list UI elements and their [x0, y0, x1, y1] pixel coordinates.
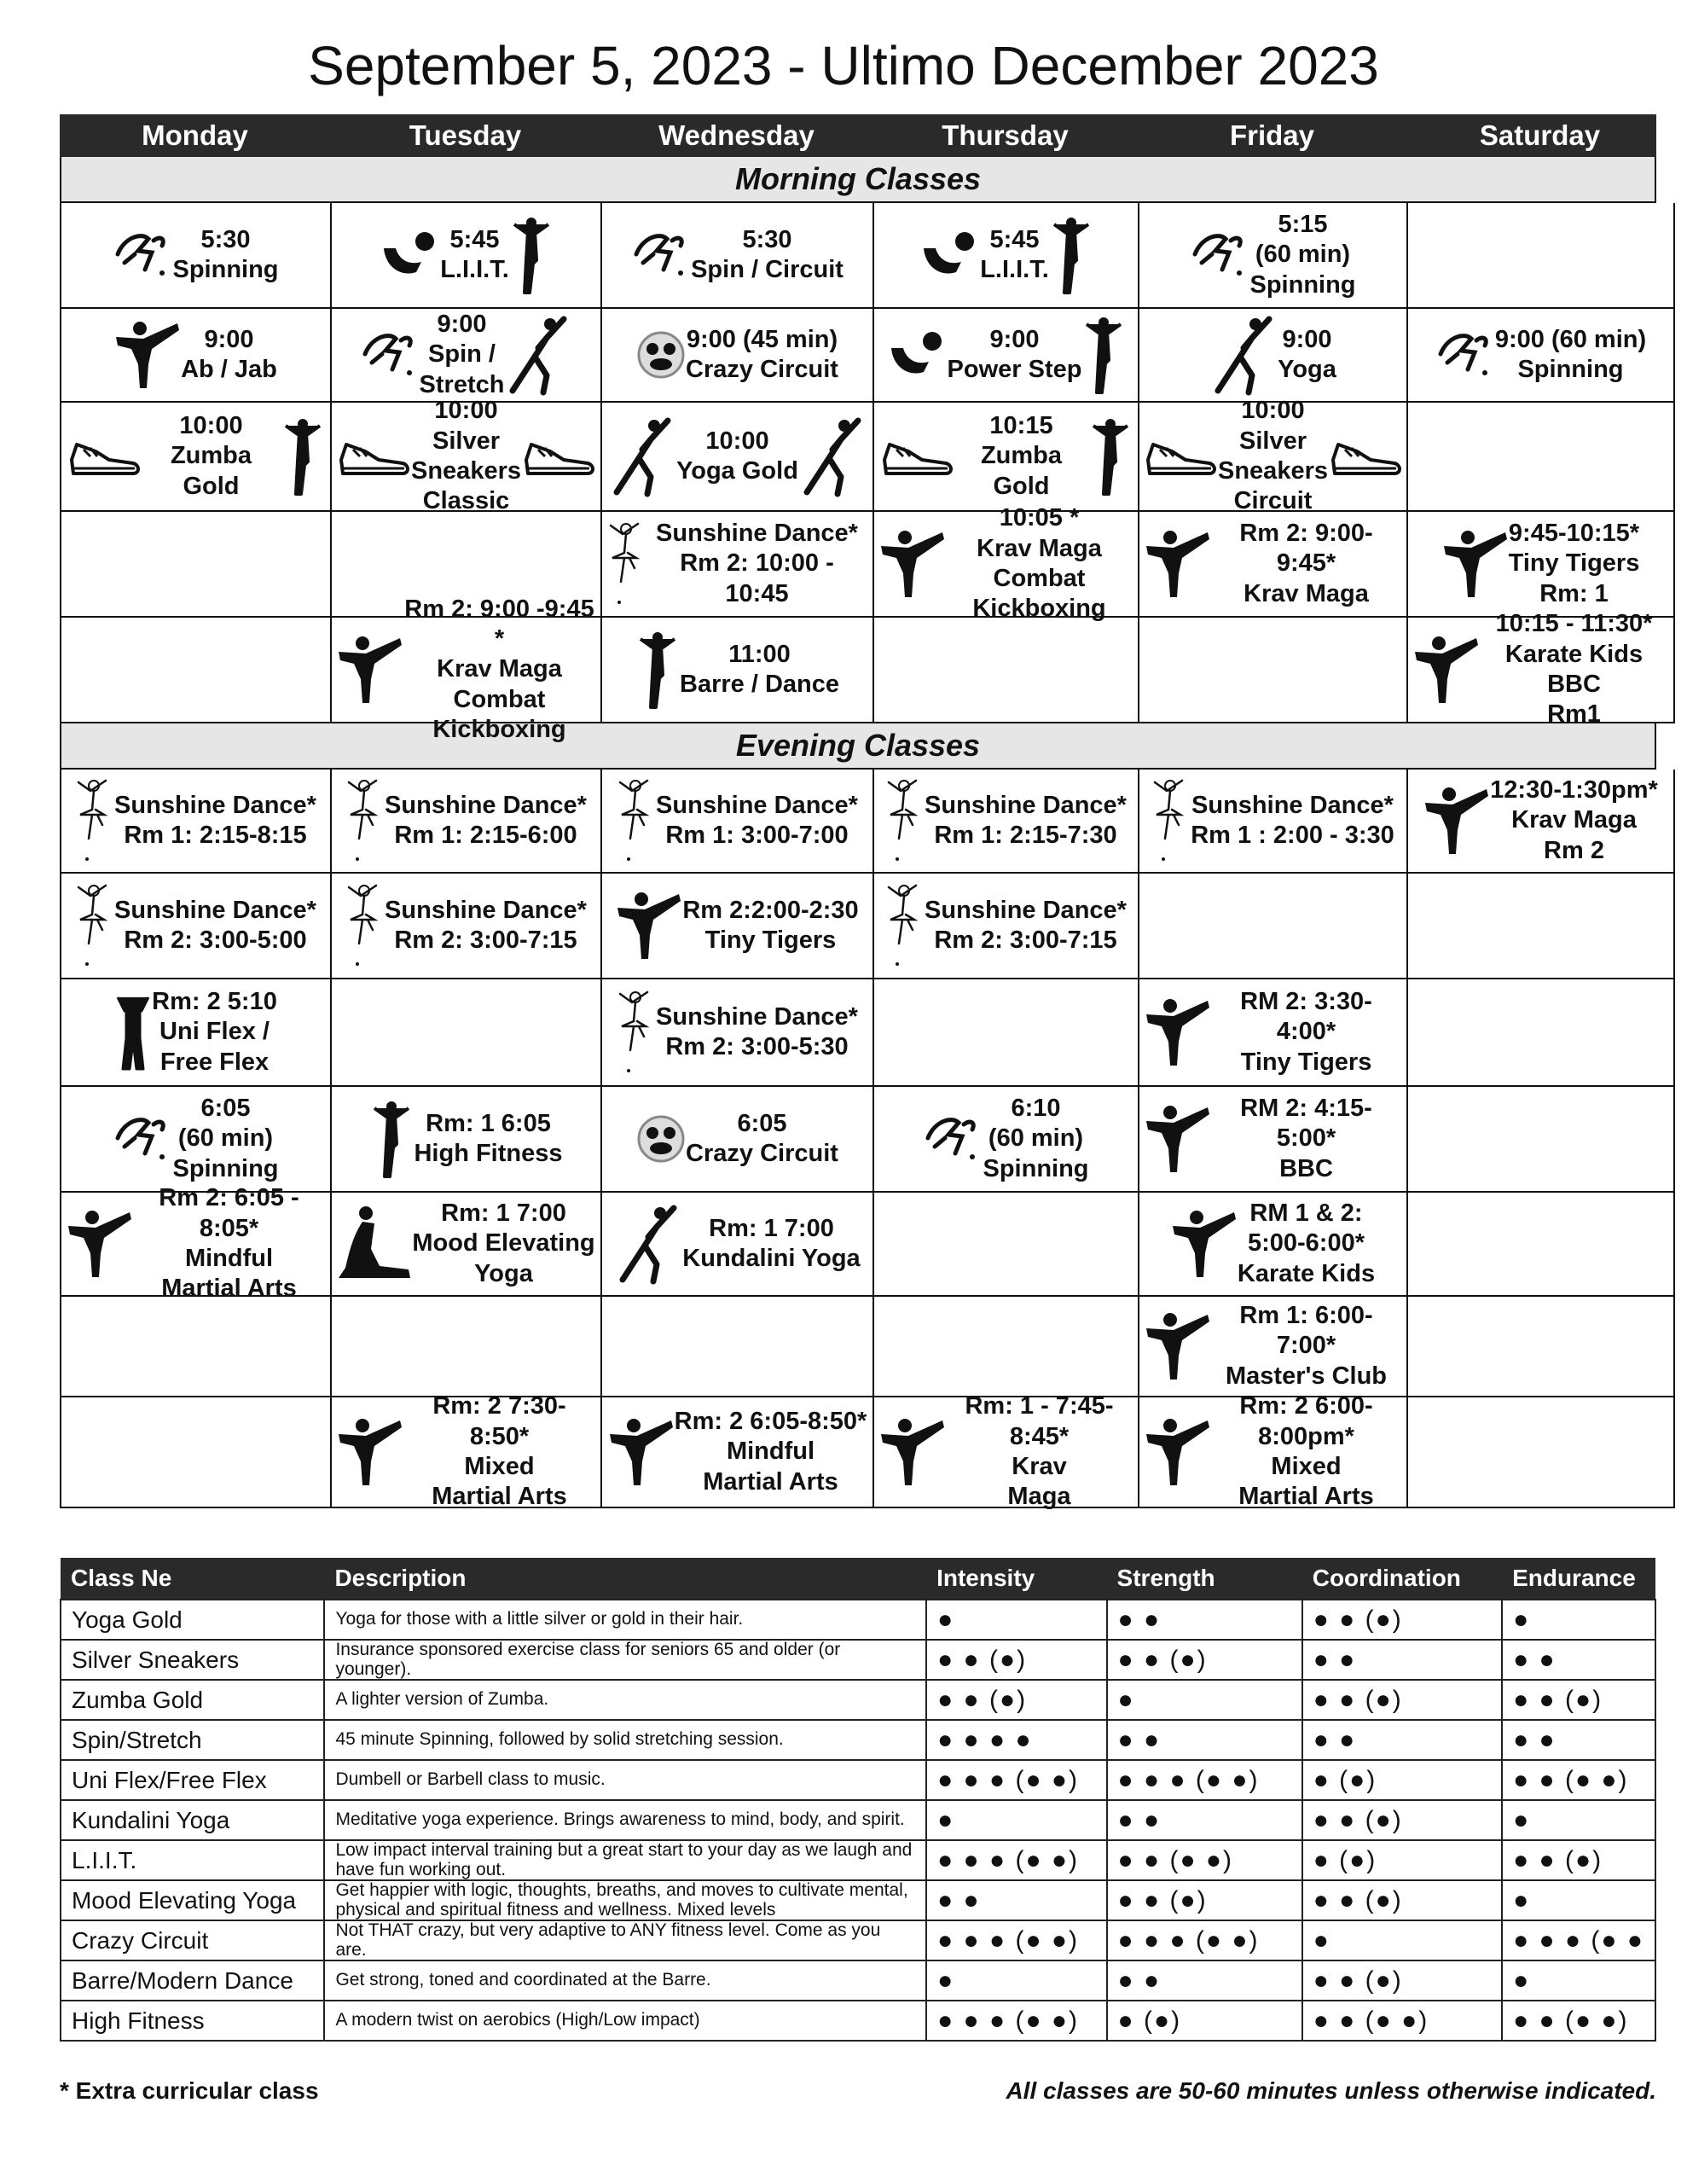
legend-class-name: Mood Elevating Yoga [61, 1880, 324, 1920]
legend-row [61, 1920, 1655, 1960]
legend-class-name: Yoga Gold [61, 1600, 324, 1640]
class-label: Sunshine Dance* Rm 2: 3:00-5:30 [656, 1002, 858, 1060]
class-label: Rm: 1 - 7:45-8:45* Krav Maga [965, 1392, 1114, 1511]
karate-kick-icon [1442, 529, 1509, 599]
intensity-rating: ● [926, 1600, 1106, 1640]
class-label: 9:00 (60 min) Spinning [1494, 325, 1647, 383]
coordination-rating: ● ● (●) [1302, 1600, 1502, 1640]
class-label: RM 1 & 2: 5:00-6:00* Karate Kids [1237, 1199, 1376, 1287]
strength-rating: ● ● ● (● ●) [1107, 1920, 1302, 1960]
legend-class-name: Kundalini Yoga [61, 1800, 324, 1840]
class-label: 10:00 Yoga Gold [676, 427, 798, 485]
legend-description: Insurance sponsored exercise class for seniors 65 and older (or younger). [324, 1640, 926, 1680]
legend-description: Not THAT crazy, but very adaptive to ANY fitness level. Come as you are. [324, 1920, 926, 1960]
intensity-rating: ● [926, 1960, 1106, 2001]
evening-class-cell [332, 1193, 602, 1297]
coordination-rating: ● ● (●) [1302, 1960, 1502, 2001]
legend-class-name: Crazy Circuit [61, 1920, 324, 1960]
karate-kick-icon [616, 891, 682, 961]
morning-class-cell [61, 403, 332, 512]
karate-kick-icon [608, 1417, 675, 1487]
karate-kick-icon [67, 1209, 133, 1279]
coordination-rating: ● ● [1302, 1640, 1502, 1680]
ballerina-icon [885, 879, 925, 973]
legend-header-strength: Strength [1107, 1558, 1302, 1600]
crazy-face-icon [636, 1114, 686, 1164]
class-label: Rm 2: 9:00 -9:45 * Krav Maga Combat Kickboxing [404, 595, 594, 744]
legend-description: Yoga for those with a little silver or gold in their hair. [324, 1600, 926, 1640]
dancer-icon [281, 415, 325, 497]
strength-rating: ● ● [1107, 1720, 1302, 1760]
evening-class-cell [874, 874, 1139, 979]
evening-empty-cell [61, 1297, 332, 1397]
morning-class-cell [602, 403, 874, 512]
class-label: 5:30 Spin / Circuit [691, 225, 844, 283]
class-label: RM 2: 3:30-4:00* Tiny Tigers [1240, 987, 1372, 1076]
endurance-rating: ● ● [1502, 1720, 1655, 1760]
evening-class-cell [332, 1392, 602, 1511]
class-label: Rm: 2 6:05-8:50* Mindful Martial Arts [674, 1407, 867, 1496]
class-label: Sunshine Dance* Rm 1 : 2:00 - 3:30 [1191, 791, 1394, 849]
legend-description: A modern twist on aerobics (High/Low impact) [324, 2001, 926, 2041]
class-label: 9:00 Yoga [1278, 325, 1336, 383]
legend-header-endurance: Endurance [1502, 1558, 1655, 1600]
class-label: 10:05 * Krav Maga Combat Kickboxing [972, 504, 1106, 623]
class-label: 6:05 Crazy Circuit [686, 1109, 838, 1167]
endurance-rating: ● ● (●) [1502, 1680, 1655, 1720]
class-label: Sunshine Dance* Rm 2: 3:00-7:15 [385, 896, 587, 954]
karate-kick-icon [1413, 635, 1480, 705]
legend-description: Dumbell or Barbell class to music. [324, 1760, 926, 1800]
morning-class-cell [602, 309, 874, 403]
karate-kick-icon [1145, 1311, 1211, 1381]
dancer-icon [1088, 415, 1133, 497]
sneaker-icon [336, 434, 411, 479]
yoga-pose-icon [798, 415, 867, 497]
evening-empty-cell [332, 979, 602, 1087]
sneaker-icon [1328, 434, 1403, 479]
day-header-tuesday: Tuesday [409, 119, 522, 151]
evening-class-cell [61, 874, 332, 979]
legend-header-intensity: Intensity [926, 1558, 1106, 1600]
dancer-icon [1049, 214, 1093, 296]
evening-class-cell [1139, 770, 1408, 874]
footnote-extra-curricular: * Extra curricular class [60, 2077, 319, 2104]
yoga-pose-icon [1209, 314, 1278, 396]
morning-empty-cell [1408, 403, 1675, 512]
evening-empty-cell [1408, 1087, 1675, 1193]
class-label: Rm 1: 6:00-7:00* Master's Club [1226, 1301, 1387, 1390]
evening-class-cell [332, 770, 602, 874]
seated-yoga-icon [337, 1203, 412, 1285]
evening-empty-cell [61, 1397, 332, 1508]
ballerina-icon [885, 774, 925, 868]
legend-description: 45 minute Spinning, followed by solid stretching session. [324, 1720, 926, 1760]
strength-rating: ● [1107, 1680, 1302, 1720]
class-label: 10:00 Zumba Gold [170, 411, 252, 500]
morning-class-cell [61, 309, 332, 403]
morning-class-cell [332, 203, 602, 309]
class-label: Rm: 1 7:00 Mood Elevating Yoga [412, 1199, 595, 1287]
karate-kick-icon [337, 635, 403, 705]
evening-empty-cell [874, 979, 1139, 1087]
endurance-rating: ● ● (● ●) [1502, 2001, 1655, 2041]
endurance-rating: ● [1502, 1880, 1655, 1920]
class-label: 6:10 (60 min) Spinning [983, 1094, 1089, 1182]
sneaker-icon [879, 434, 954, 479]
evening-class-cell [602, 874, 874, 979]
strength-rating: ● ● [1107, 1600, 1302, 1640]
evening-empty-cell [874, 1297, 1139, 1397]
weightlifter-icon [919, 229, 980, 281]
legend-row [61, 1600, 1655, 1640]
morning-empty-cell [874, 618, 1139, 723]
ballerina-icon [345, 879, 385, 973]
evening-empty-cell [1408, 874, 1675, 979]
legend-class-name: High Fitness [61, 2001, 324, 2041]
morning-class-cell [602, 618, 874, 723]
coordination-rating: ● [1302, 1920, 1502, 1960]
weightlifter-icon [886, 329, 948, 380]
class-label: Sunshine Dance* Rm 1: 2:15-6:00 [385, 791, 587, 849]
legend-description: Get strong, toned and coordinated at the Barre. [324, 1960, 926, 2001]
legend-row [61, 1800, 1655, 1840]
coordination-rating: ● ● (● ●) [1302, 2001, 1502, 2041]
spinner-icon [631, 229, 691, 282]
morning-empty-cell [1408, 203, 1675, 309]
class-label: 5:45 L.I.I.T. [980, 225, 1049, 283]
ballerina-icon [345, 774, 385, 868]
class-schedule [60, 114, 1658, 1511]
evening-class-cell [61, 1184, 332, 1303]
karate-kick-icon [1145, 1417, 1211, 1487]
legend-class-name: L.I.I.T. [61, 1840, 324, 1880]
class-label: Rm: 2 5:10 Uni Flex / Free Flex [152, 987, 277, 1076]
coordination-rating: ● ● (●) [1302, 1880, 1502, 1920]
morning-class-cell [1408, 512, 1675, 618]
evening-class-cell [602, 770, 874, 874]
endurance-rating: ● ● (● ●) [1502, 1760, 1655, 1800]
legend-row [61, 1840, 1655, 1880]
class-label: 9:00 Ab / Jab [181, 325, 277, 383]
class-label: 10:00 Silver Sneakers Circuit [1218, 397, 1328, 515]
legend-row [61, 1640, 1655, 1680]
intensity-rating: ● ● ● (● ●) [926, 1840, 1106, 1880]
spinner-icon [1435, 328, 1495, 381]
ballerina-icon [617, 774, 656, 868]
evening-empty-cell [1139, 874, 1408, 979]
class-label: Rm 2: 6:05 - 8:05* Mindful Martial Arts [159, 1184, 299, 1303]
evening-empty-cell [602, 1297, 874, 1397]
day-header-saturday: Saturday [1479, 119, 1601, 151]
strength-rating: ● ● [1107, 1800, 1302, 1840]
morning-empty-cell [61, 618, 332, 723]
day-header-friday: Friday [1229, 119, 1315, 151]
intensity-rating: ● ● ● (● ●) [926, 1760, 1106, 1800]
evening-class-cell [1139, 1087, 1408, 1193]
spinner-icon [923, 1112, 983, 1165]
morning-class-cell [874, 403, 1139, 512]
legend-header-class: Class Ne [61, 1558, 324, 1600]
evening-class-cell [602, 979, 874, 1087]
karate-kick-icon [114, 320, 181, 390]
strength-rating: ● ● [1107, 1960, 1302, 2001]
morning-class-cell [1408, 610, 1675, 729]
ballerina-icon [75, 879, 114, 973]
class-label: Rm: 2 7:30-8:50* Mixed Martial Arts [432, 1392, 567, 1511]
dancer-icon [1081, 314, 1126, 396]
endurance-rating: ● [1502, 1800, 1655, 1840]
evening-class-cell [332, 874, 602, 979]
coordination-rating: ● ● (●) [1302, 1800, 1502, 1840]
evening-class-cell [602, 1087, 874, 1193]
legend-class-name: Barre/Modern Dance [61, 1960, 324, 2001]
class-label: 9:00 (45 min) Crazy Circuit [686, 325, 838, 383]
coordination-rating: ● ● (●) [1302, 1680, 1502, 1720]
legend-header-row [61, 1558, 1655, 1600]
morning-class-cell [1139, 397, 1408, 515]
class-label: Rm 2: 9:00-9:45* Krav Maga [1239, 519, 1373, 607]
class-label: Sunshine Dance* Rm 2: 3:00-7:15 [925, 896, 1127, 954]
morning-class-cell [332, 309, 602, 403]
karate-kick-icon [1145, 1104, 1211, 1174]
morning-empty-cell [61, 512, 332, 618]
evening-class-cell [1139, 1193, 1408, 1297]
day-header-thursday: Thursday [942, 119, 1069, 151]
class-label: 9:45-10:15* Tiny Tigers Rm: 1 [1508, 519, 1640, 607]
class-label: 10:15 Zumba Gold [980, 411, 1063, 500]
crazy-face-icon [636, 330, 686, 380]
yoga-pose-icon [614, 1203, 682, 1285]
strength-rating: ● (●) [1107, 2001, 1302, 2041]
class-label: 11:00 Barre / Dance [680, 640, 839, 698]
evening-empty-cell [332, 1297, 602, 1397]
morning-class-cell [61, 203, 332, 309]
flexer-icon [114, 994, 152, 1071]
evening-class-cell [61, 770, 332, 874]
morning-class-cell [602, 512, 874, 618]
evening-empty-cell [1408, 1397, 1675, 1508]
karate-kick-icon [879, 529, 946, 599]
karate-kick-icon [879, 1417, 946, 1487]
evening-class-cell [61, 979, 332, 1087]
day-header-monday: Monday [142, 119, 248, 151]
class-label: 5:30 Spinning [172, 225, 279, 283]
class-label: RM 2: 4:15-5:00* BBC [1240, 1094, 1372, 1182]
morning-class-cell [874, 504, 1139, 623]
intensity-rating: ● ● (●) [926, 1680, 1106, 1720]
class-label: Rm 2:2:00-2:30 Tiny Tigers [682, 896, 859, 954]
legend-row [61, 1720, 1655, 1760]
weightlifter-icon [379, 229, 440, 281]
karate-kick-icon [1145, 997, 1211, 1067]
evening-empty-cell [1408, 979, 1675, 1087]
karate-kick-icon [1423, 786, 1490, 856]
day-header-wednesday: Wednesday [658, 119, 815, 151]
intensity-rating: ● ● [926, 1880, 1106, 1920]
morning-class-cell [1139, 203, 1408, 309]
strength-rating: ● ● (● ●) [1107, 1840, 1302, 1880]
class-label: 5:15 (60 min) Spinning [1249, 210, 1356, 299]
intensity-rating: ● [926, 1800, 1106, 1840]
strength-rating: ● ● (●) [1107, 1880, 1302, 1920]
ballerina-icon [75, 774, 114, 868]
dancer-icon [509, 214, 554, 296]
endurance-rating: ● [1502, 1600, 1655, 1640]
evening-class-cell [1139, 1297, 1408, 1397]
morning-class-cell [1139, 512, 1408, 618]
evening-grid [60, 770, 1658, 1511]
class-label: Sunshine Dance* Rm 1: 2:15-8:15 [114, 791, 316, 849]
evening-class-cell [1139, 979, 1408, 1087]
legend-row [61, 1760, 1655, 1800]
class-legend-table [60, 1558, 1656, 2042]
sneaker-icon [67, 434, 142, 479]
morning-class-cell [1408, 309, 1675, 403]
legend-row [61, 1960, 1655, 2001]
morning-grid [60, 203, 1656, 744]
evening-class-cell [332, 1087, 602, 1193]
morning-empty-cell [1139, 618, 1408, 723]
intensity-rating: ● ● ● (● ●) [926, 2001, 1106, 2041]
coordination-rating: ● (●) [1302, 1840, 1502, 1880]
evening-empty-cell [874, 1193, 1139, 1297]
endurance-rating: ● ● ● (● ● [1502, 1920, 1655, 1960]
endurance-rating: ● [1502, 1960, 1655, 2001]
legend-description: Meditative yoga experience. Brings awareness to mind, body, and spirit. [324, 1800, 926, 1840]
legend-body [61, 1600, 1655, 2041]
yoga-pose-icon [504, 314, 572, 396]
evening-class-cell [61, 1087, 332, 1193]
spinner-icon [113, 1112, 172, 1165]
morning-class-cell [602, 203, 874, 309]
coordination-rating: ● ● [1302, 1720, 1502, 1760]
strength-rating: ● ● (●) [1107, 1640, 1302, 1680]
class-label: 12:30-1:30pm* Krav Maga Rm 2 [1490, 775, 1658, 864]
morning-class-cell [1139, 309, 1408, 403]
evening-classes-heading: Evening Classes [60, 723, 1656, 770]
legend-row [61, 1880, 1655, 1920]
class-label: Rm: 1 6:05 High Fitness [414, 1109, 563, 1167]
legend-row [61, 1680, 1655, 1720]
morning-class-cell [874, 309, 1139, 403]
morning-classes-heading: Morning Classes [60, 157, 1656, 203]
strength-rating: ● ● ● (● ●) [1107, 1760, 1302, 1800]
class-label: Sunshine Dance* Rm 2: 3:00-5:00 [114, 896, 316, 954]
class-label: Sunshine Dance* Rm 1: 2:15-7:30 [925, 791, 1127, 849]
legend-row [61, 2001, 1655, 2041]
intensity-rating: ● ● (●) [926, 1640, 1106, 1680]
class-label: 10:15 - 11:30* Karate Kids BBC Rm1 [1495, 610, 1653, 729]
spinner-icon [360, 328, 420, 381]
evening-class-cell [874, 1087, 1139, 1193]
intensity-rating: ● ● ● ● [926, 1720, 1106, 1760]
legend-description: Low impact interval training but a great start to your day as we laugh and have fun working out. [324, 1840, 926, 1880]
class-label: Rm: 2 6:00-8:00pm* Mixed Martial Arts [1238, 1392, 1374, 1511]
class-label: 9:00 Spin / Stretch [419, 310, 505, 398]
evening-empty-cell [1408, 1297, 1675, 1397]
legend-header-description: Description [324, 1558, 926, 1600]
ballerina-icon [617, 985, 656, 1079]
footnote-duration: All classes are 50-60 minutes unless otherwise indicated. [1006, 2077, 1656, 2104]
dancer-icon [369, 1098, 414, 1180]
legend-description: A lighter version of Zumba. [324, 1680, 926, 1720]
class-label: 9:00 Power Step [947, 325, 1082, 383]
page-title: September 5, 2023 - Ultimo December 2023 [308, 35, 1379, 96]
class-label: 10:00 Silver Sneakers Classic [411, 397, 521, 515]
class-label: Sunshine Dance* Rm 1: 3:00-7:00 [656, 791, 858, 849]
evening-class-cell [1139, 1392, 1408, 1511]
dancer-icon [635, 629, 680, 711]
day-header-row [60, 114, 1656, 157]
class-label: 5:45 L.I.I.T. [440, 225, 509, 283]
evening-class-cell [874, 770, 1139, 874]
legend-class-name: Zumba Gold [61, 1680, 324, 1720]
evening-class-cell [602, 1397, 874, 1508]
endurance-rating: ● ● (●) [1502, 1840, 1655, 1880]
intensity-rating: ● ● ● (● ●) [926, 1920, 1106, 1960]
evening-class-cell [602, 1193, 874, 1297]
ballerina-icon [607, 517, 646, 611]
karate-kick-icon [337, 1417, 403, 1487]
legend-class-name: Spin/Stretch [61, 1720, 324, 1760]
sneaker-icon [1143, 434, 1218, 479]
sneaker-icon [521, 434, 596, 479]
morning-class-cell [874, 203, 1139, 309]
endurance-rating: ● ● [1502, 1640, 1655, 1680]
coordination-rating: ● (●) [1302, 1760, 1502, 1800]
legend-class-name: Uni Flex/Free Flex [61, 1760, 324, 1800]
yoga-pose-icon [608, 415, 676, 497]
legend-description: Get happier with logic, thoughts, breaths, and moves to cultivate mental, physical and spiritual fitness and wellness. Mixed levels [324, 1880, 926, 1920]
legend-class-name: Silver Sneakers [61, 1640, 324, 1680]
ballerina-icon [1151, 774, 1191, 868]
class-label: Sunshine Dance* Rm 2: 10:00 - 10:45 [656, 519, 858, 607]
karate-kick-icon [1145, 529, 1211, 599]
karate-kick-icon [1171, 1209, 1238, 1279]
class-label: Rm: 1 7:00 Kundalini Yoga [682, 1214, 861, 1272]
evening-class-cell [1408, 770, 1675, 874]
evening-class-cell [874, 1392, 1139, 1511]
spinner-icon [113, 229, 172, 282]
class-label: 6:05 (60 min) Spinning [172, 1094, 279, 1182]
morning-class-cell [332, 595, 602, 744]
spinner-icon [1190, 229, 1249, 282]
legend-header-coordination: Coordination [1302, 1558, 1502, 1600]
morning-class-cell [332, 397, 602, 515]
evening-empty-cell [1408, 1193, 1675, 1297]
